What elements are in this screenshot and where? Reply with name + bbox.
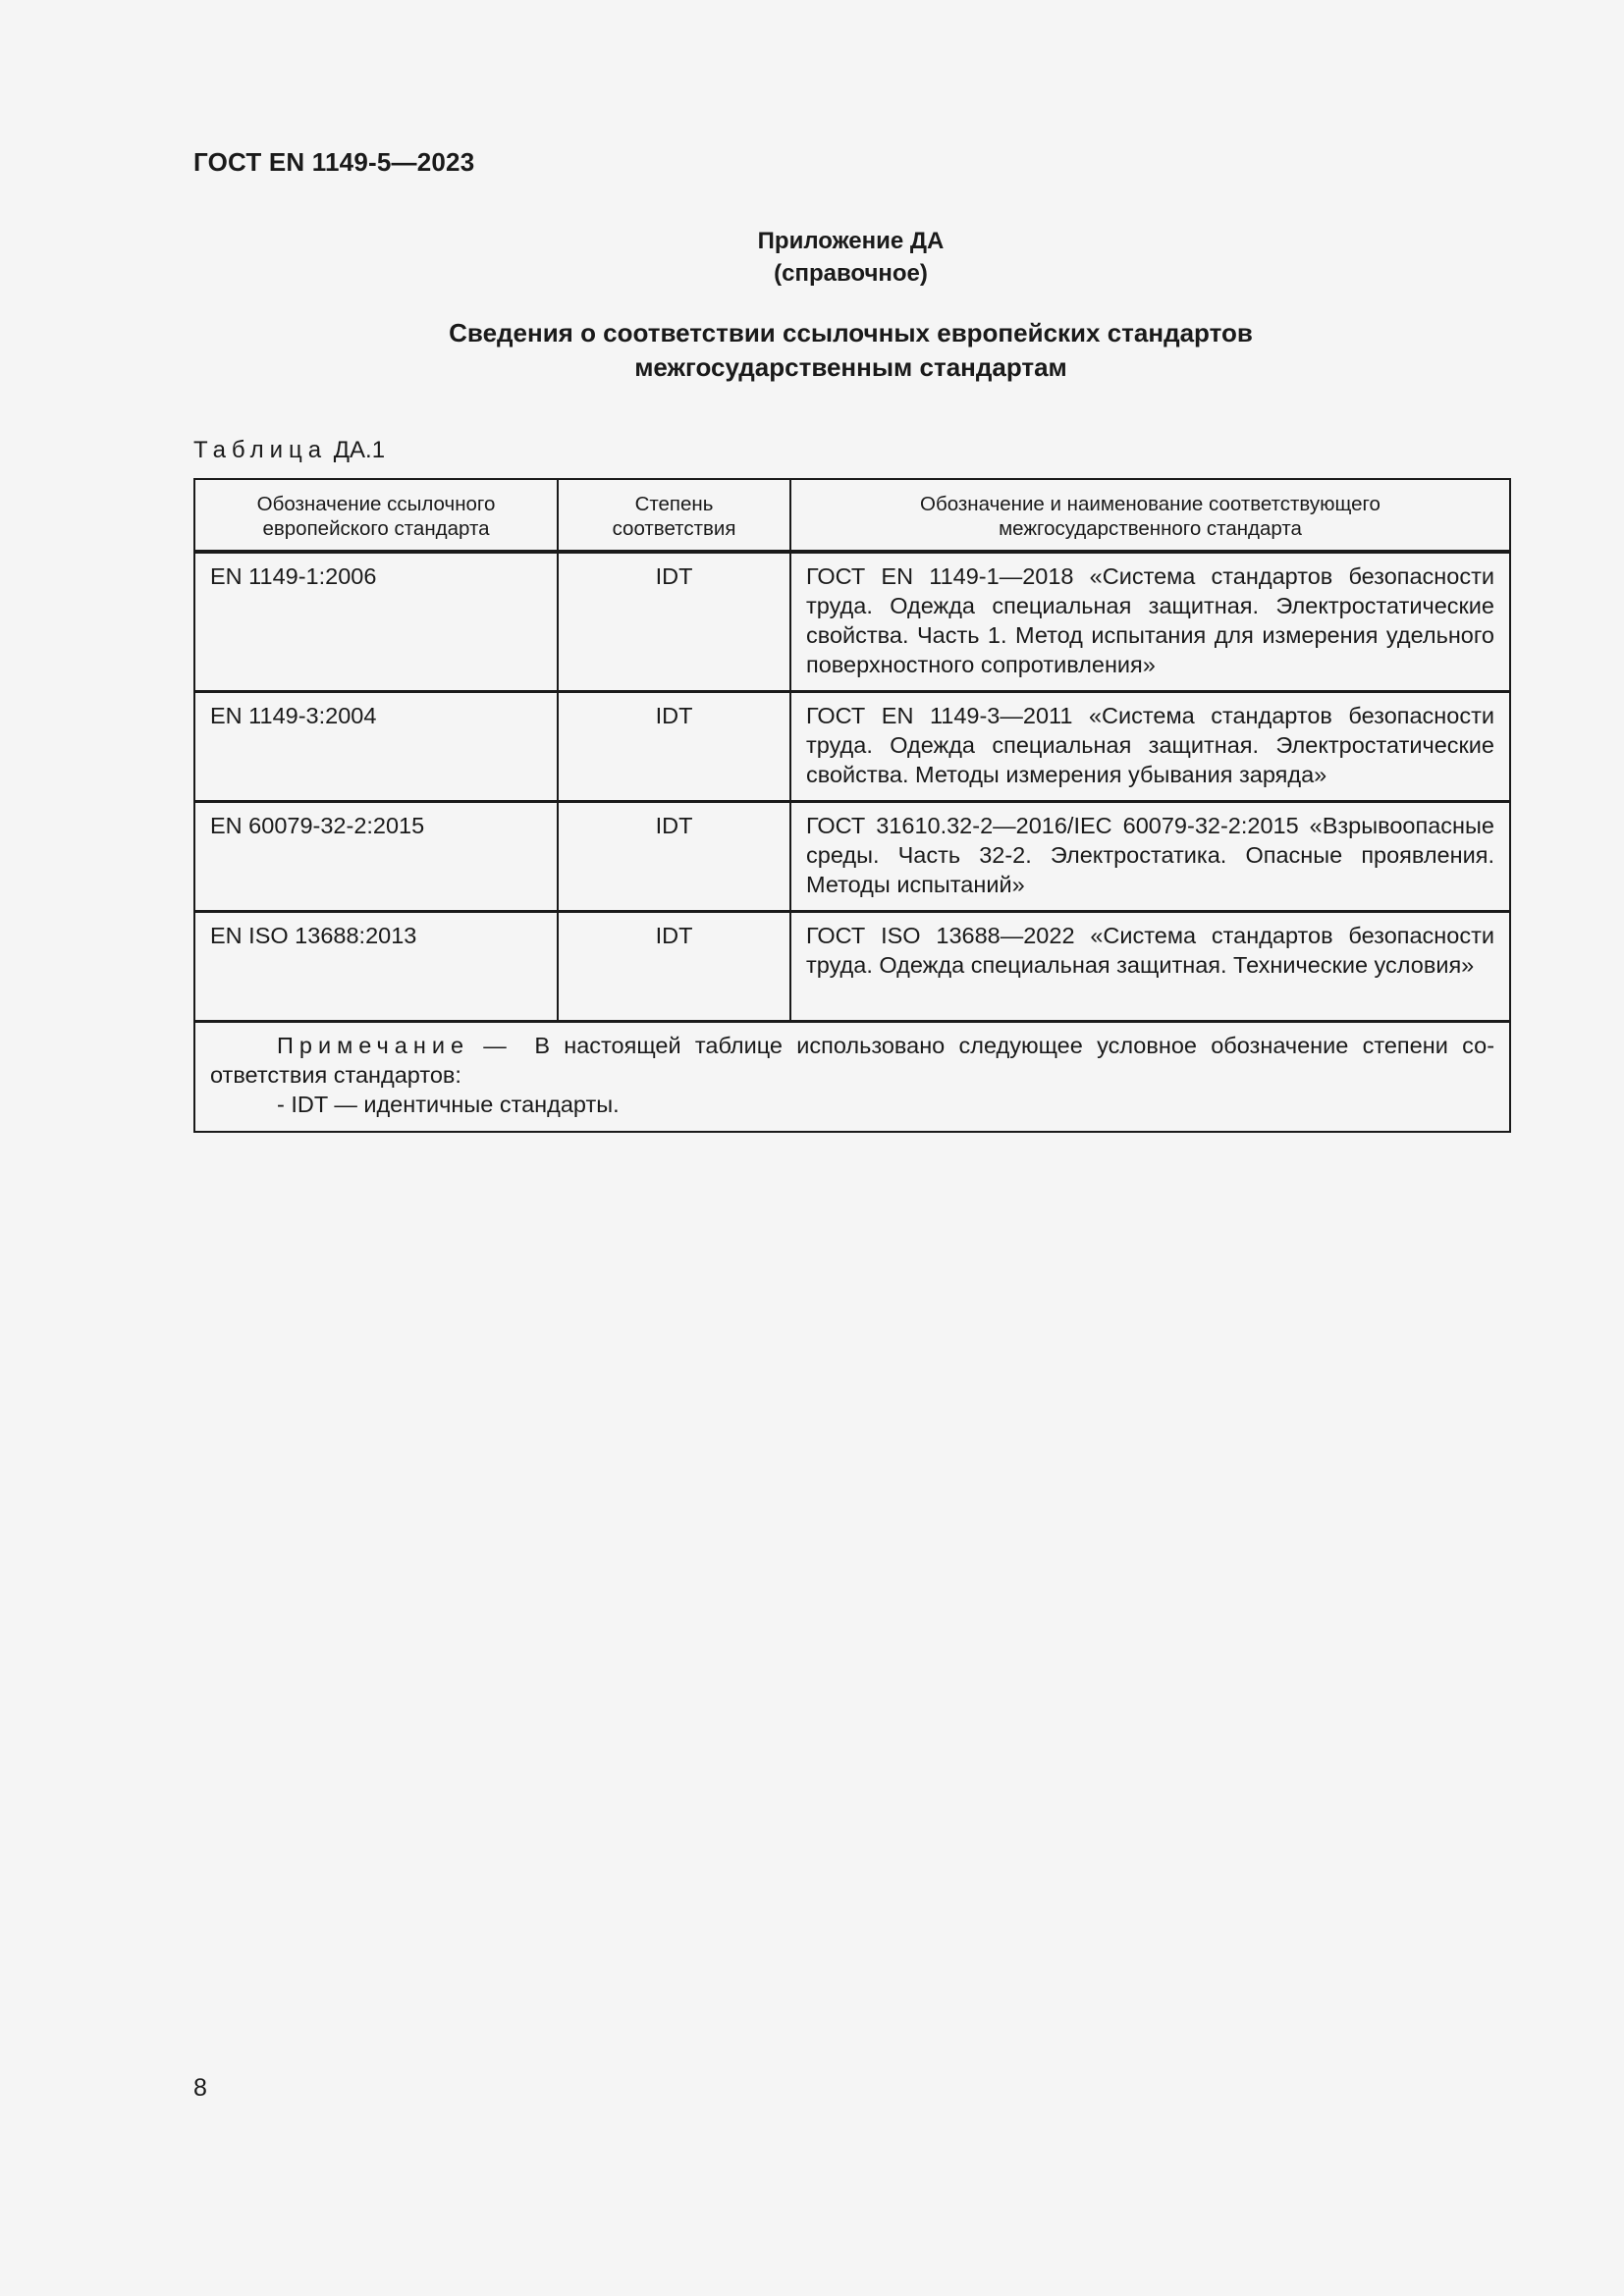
degree-cell: IDT [558, 552, 790, 692]
reference-standard-cell: EN 1149-1:2006 [194, 552, 558, 692]
table-row [194, 692, 1510, 802]
interstate-standard-cell: ГОСТ 31610.32-2—2016/IEC 60079-32-2:2015 «Взрывоопасные среды. Часть 32-2. Электростатика. Опасные проявления. Методы испытаний» [790, 802, 1510, 912]
document-code: ГОСТ EN 1149-5—2023 [193, 147, 475, 177]
note-label: Примечание [277, 1033, 470, 1058]
table-row [194, 912, 1510, 1022]
reference-standard-cell: EN 60079-32-2:2015 [194, 802, 558, 912]
table-label [193, 436, 385, 465]
annex-title: Приложение ДА [757, 228, 945, 254]
header-reference-standard: Обозначение ссылочного европейского стандарта [194, 479, 558, 552]
note-dash: — [483, 1033, 507, 1058]
degree-cell: IDT [558, 802, 790, 912]
interstate-standard-cell: ГОСТ EN 1149-1—2018 «Система стандартов безопасности труда. Одежда специальная защитная. Электростатические свойства. Часть 1. Метод испытания для измерения удельного поверхностного сопротивления» [790, 552, 1510, 692]
table-label-word: Таблица [193, 437, 328, 463]
section-title [0, 316, 1624, 385]
table-note-row [194, 1022, 1510, 1133]
interstate-standard-cell: ГОСТ ISO 13688—2022 «Система стандартов безопасности труда. Одежда специальная защитная. Технические условия» [790, 912, 1510, 1022]
table-row [194, 552, 1510, 692]
standards-correspondence-table [193, 478, 1511, 1133]
page-number: 8 [193, 2074, 207, 2102]
table-header-row [194, 479, 1510, 552]
header-interstate-standard: Обозначение и наименование соответствующего межгосударственного стандарта [790, 479, 1510, 552]
annex-subtitle: (справочное) [774, 260, 928, 287]
reference-standard-cell: EN 1149-3:2004 [194, 692, 558, 802]
header-degree-of-correspondence: Степень соответствия [558, 479, 790, 552]
table-label-number: ДА.1 [333, 437, 386, 463]
degree-cell: IDT [558, 912, 790, 1022]
section-title-line-1: Сведения о соответствии ссылочных европейских стандартов [449, 318, 1253, 347]
note-list-item: - IDT — идентичные стандарты. [277, 1092, 620, 1117]
table-note [194, 1022, 1510, 1133]
table-row [194, 802, 1510, 912]
reference-standard-cell: EN ISO 13688:2013 [194, 912, 558, 1022]
note-body: В настоящей таблице использовано следующее условное обозначение степени соответствия стандартов: [210, 1033, 1495, 1088]
interstate-standard-cell: ГОСТ EN 1149-3—2011 «Система стандартов безопасности труда. Одежда специальная защитная. Электростатические свойства. Методы измерения убывания заряда» [790, 692, 1510, 802]
note-text [210, 1031, 1494, 1090]
section-title-line-2: межгосударственным стандартам [634, 352, 1067, 382]
degree-cell: IDT [558, 692, 790, 802]
annex-heading [0, 225, 1624, 290]
